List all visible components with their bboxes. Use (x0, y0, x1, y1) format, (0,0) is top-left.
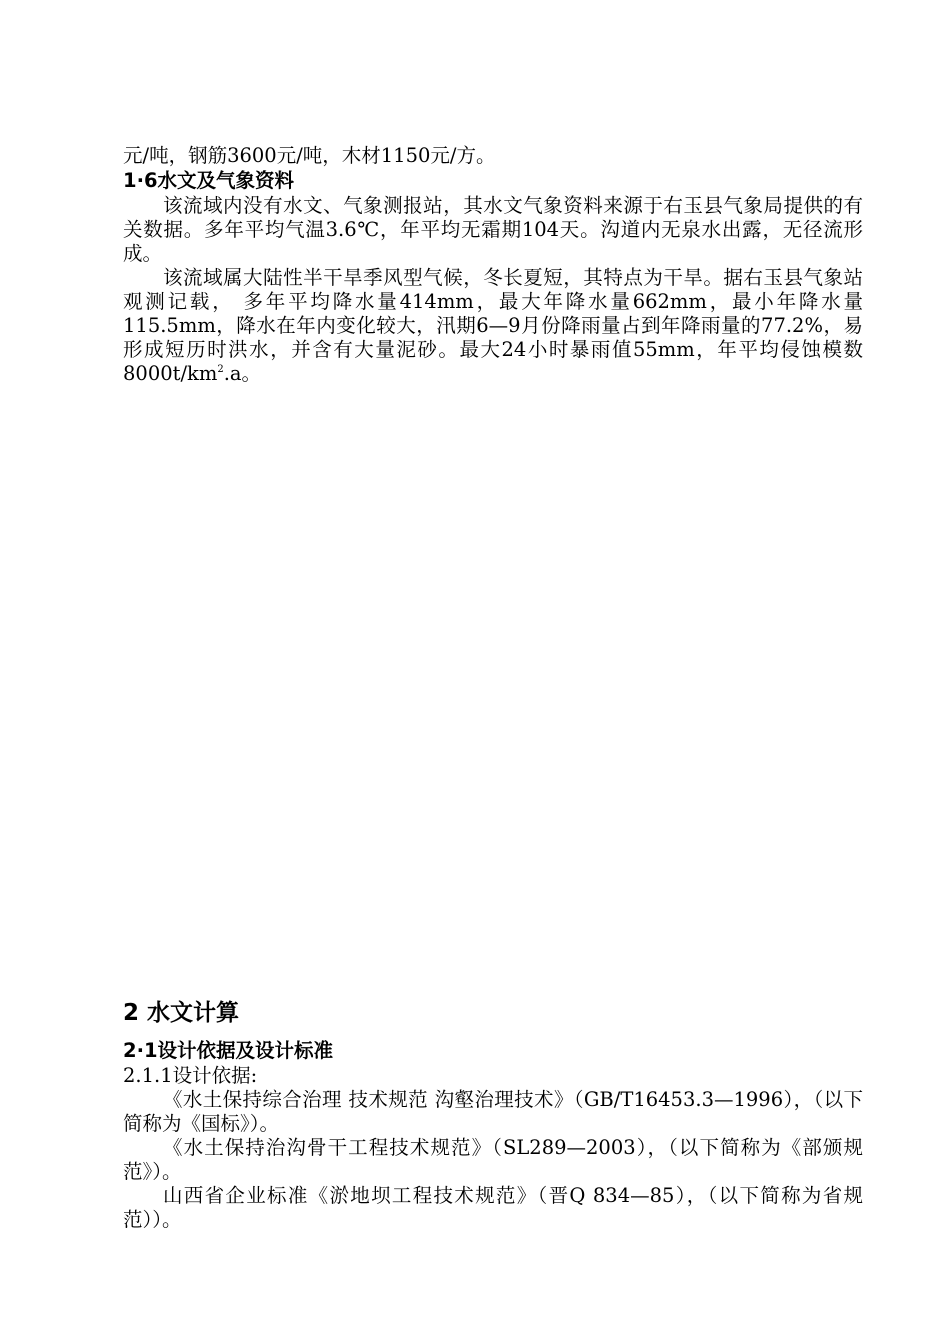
reference-provincial-standard: 山西省企业标准《淤地坝工程技术规范》（晋Q 834—85），（以下简称为省规范））。 (123, 1184, 863, 1231)
section-1-6 (123, 144, 863, 386)
reference-ministry-standard: 《水土保持治沟骨干工程技术规范》（SL289—2003），（以下简称为《部颁规范》）。 (123, 1136, 863, 1183)
paragraph-climate-text: 该流域属大陆性半干旱季风型气候，冬长夏短，其特点为干旱。据右玉县气象站观测记载， 多年平均降水量414mm，最大年降水量662mm，最小年降水量115.5mm，降水在年内变化较大，汛期6—9月份降雨量占到年降雨量的77.2%，易形成短历时洪水，并含有大量泥砂。最大24小时暴雨值55mm，年平均侵蚀模数8000t/km (123, 266, 863, 385)
paragraph-climate (123, 266, 863, 386)
superscript-2: 2 (217, 364, 224, 375)
section-heading-2-1: 2·1设计依据及设计标准 (123, 1039, 334, 1062)
paragraph-hydrology: 该流域内没有水文、气象测报站，其水文气象资料来源于右玉县气象局提供的有关数据。多年平均气温3.6℃，年平均无霜期104天。沟道内无泉水出露，无径流形成。 (123, 194, 863, 265)
paragraph-climate-tail: .a。 (223, 362, 262, 385)
chapter-heading-2: 2 水文计算 (123, 1000, 240, 1026)
reference-national-standard: 《水土保持综合治理 技术规范 沟壑治理技术》（GB/T16453.3—1996），（以下简称为《国标》）。 (123, 1088, 863, 1135)
section-2 (123, 998, 863, 1028)
section-heading-1-6: 1·6水文及气象资料 (123, 169, 295, 192)
section-2-1 (123, 1038, 863, 1232)
item-label-2-1-1: 2.1.1设计依据: (123, 1064, 258, 1087)
continuation-line: 元/吨，钢筋3600元/吨，木材1150元/方。 (123, 144, 496, 167)
